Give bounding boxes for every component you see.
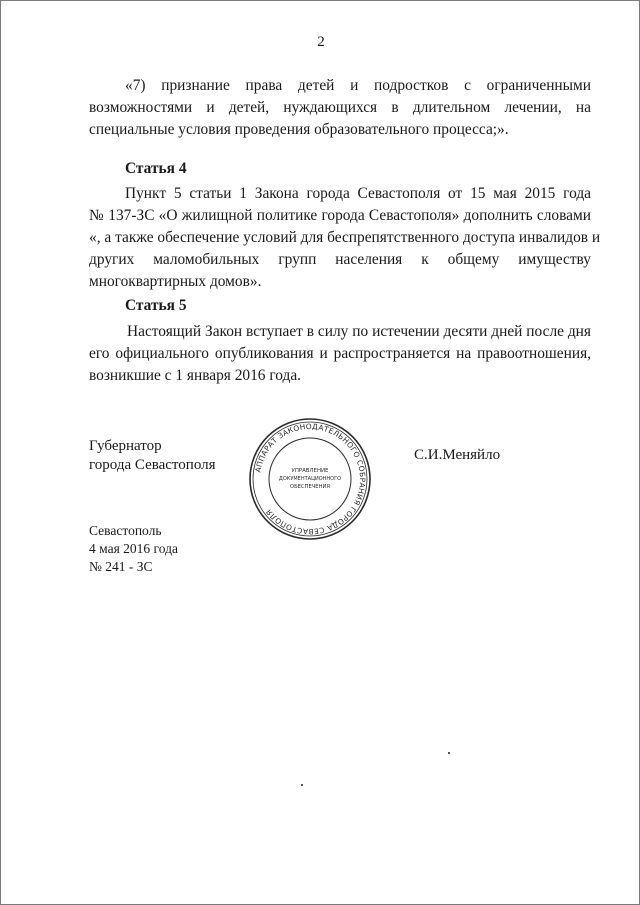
seal-outer-text: АППАРАТ ЗАКОНОДАТЕЛЬНОГО СОБРАНИЯ ГОРОДА СЕВАСТОПОЛЯ: [253, 421, 368, 537]
article4-line-2: № 137-ЗС «О жилищной политике города Севастополя» дополнить словами: [89, 207, 591, 224]
article5-line-3: возникшие с 1 января 2016 года.: [89, 367, 302, 384]
seal-inner-line-1: УПРАВЛЕНИЕ: [291, 468, 329, 474]
article5-paragraph: [89, 321, 591, 387]
item7-line-1: «7) признание права детей и подростков с ограниченными: [125, 77, 591, 94]
signatory-title-line-1: Губернатор: [89, 438, 162, 454]
official-seal: [247, 416, 373, 542]
seal-inner-line-2: ДОКУМЕНТАЦИОННОГО: [278, 476, 342, 482]
article4-line-1: Пункт 5 статьи 1 Закона города Севастополя от 15 мая 2015 года: [125, 185, 591, 202]
item7-line-2: возможностями и детей, нуждающихся в длительном лечении, на: [89, 99, 591, 116]
seal-inner-line-3: ОБЕСПЕЧЕНИЯ: [290, 484, 330, 490]
scan-speck: [301, 784, 303, 786]
page-number: 2: [317, 34, 325, 50]
item7-paragraph: [89, 75, 591, 141]
article5-line-2: его официального опубликования и распространяется на правоотношения,: [89, 345, 591, 362]
issue-date: 4 мая 2016 года: [89, 541, 178, 556]
signatory-name: С.И.Меняйло: [414, 447, 501, 463]
article4-line-3: «, а также обеспечение условий для беспрепятственного доступа инвалидов и: [89, 229, 601, 246]
article4-line-4: других маломобильных групп населения к общему имуществу: [89, 251, 591, 268]
issue-details: [89, 522, 178, 576]
item7-line-3: специальные условия проведения образовательного процесса;».: [89, 121, 509, 138]
issue-city: Севастополь: [89, 523, 162, 538]
signatory-title-line-2: города Севастополя: [89, 457, 216, 473]
article4-heading: Статья 4: [125, 160, 187, 177]
law-number: № 241 - ЗС: [89, 559, 153, 574]
article4-line-5: многоквартирных домов».: [89, 273, 262, 290]
article5-heading: Статья 5: [125, 297, 187, 314]
signatory-title: [89, 437, 216, 475]
article4-paragraph: [89, 183, 601, 293]
article5-line-1: Настоящий Закон вступает в силу по истечении десяти дней после дня: [127, 323, 591, 340]
scan-speck: [448, 752, 450, 754]
